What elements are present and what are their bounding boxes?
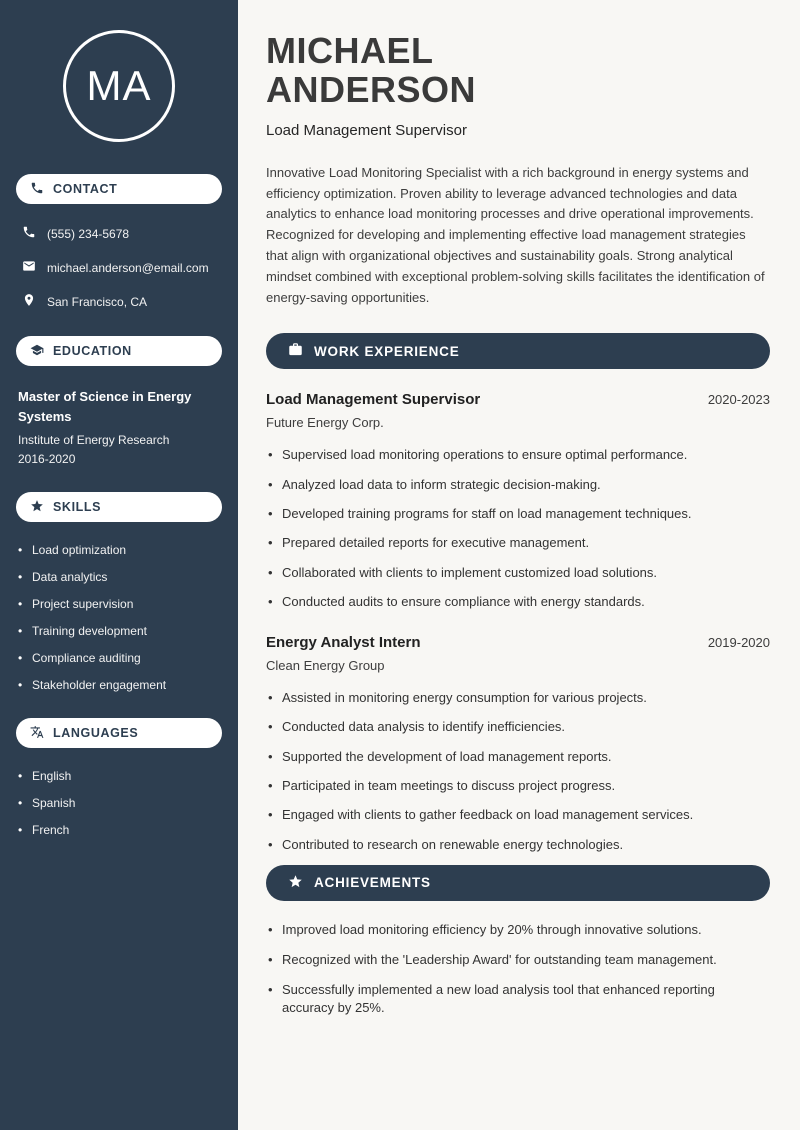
job-entry: [266, 391, 770, 612]
skills-list: [16, 543, 222, 692]
avatar: [63, 30, 175, 142]
education-header-label: EDUCATION: [53, 344, 132, 358]
job-bullet-list: [266, 689, 770, 855]
job-bullet: • Engaged with clients to gather feedback on load management services.: [266, 806, 770, 825]
job-bullet: • Participated in team meetings to discuss project progress.: [266, 777, 770, 796]
job-title: Load Management Supervisor: [266, 391, 481, 409]
job-bullet: • Contributed to research on renewable energy technologies.: [266, 836, 770, 855]
skills-section-header: [16, 492, 222, 522]
achievements-banner: [266, 865, 770, 901]
avatar-initials: MA: [86, 62, 152, 109]
education-section-header: [16, 336, 222, 366]
skill-item: • Load optimization: [18, 543, 222, 557]
job-bullet-list: [266, 446, 770, 612]
job-bullet: • Conducted audits to ensure compliance with energy standards.: [266, 593, 770, 612]
achievement-bullet: • Successfully implemented a new load analysis tool that enhanced reporting accuracy by 25%.: [266, 981, 770, 1019]
job-bullet: • Prepared detailed reports for executive management.: [266, 534, 770, 553]
job-company: Clean Energy Group: [266, 657, 385, 673]
languages-list: [16, 769, 222, 837]
job-company: Future Energy Corp.: [266, 415, 384, 431]
job-bullet: • Conducted data analysis to identify inefficiencies.: [266, 718, 770, 737]
contact-section: [16, 174, 222, 310]
languages-section-header: [16, 718, 222, 748]
job-dates: 2020-2023: [707, 392, 770, 408]
job-header: [266, 391, 770, 408]
contact-email-row: [22, 259, 222, 276]
job-dates: 2019-2020: [707, 634, 770, 650]
job-bullet: • Supervised load monitoring operations to ensure optimal performance.: [266, 446, 770, 465]
contact-email-text: michael.anderson@email.com: [47, 260, 209, 275]
achievement-bullet: • Improved load monitoring efficiency by 20% through innovative solutions.: [266, 921, 770, 940]
job-entry: [266, 634, 770, 855]
candidate-job-title: Load Management Supervisor: [266, 121, 467, 139]
languages-header-label: LANGUAGES: [53, 726, 139, 741]
skill-item: • Training development: [18, 624, 222, 638]
briefcase-icon: [288, 342, 303, 360]
skills-section: [16, 492, 222, 692]
contact-phone-text: (555) 234-5678: [47, 226, 130, 241]
candidate-name: [266, 32, 770, 110]
contact-location-text: San Francisco, CA: [47, 294, 148, 309]
job-bullet: • Developed training programs for staff on load management techniques.: [266, 505, 770, 524]
job-title: Energy Analyst Intern: [266, 633, 421, 651]
job-bullet: • Assisted in monitoring energy consumption for various projects.: [266, 689, 770, 708]
language-item: • Spanish: [18, 796, 222, 810]
phone-icon: [22, 225, 36, 242]
achievements-list: [266, 921, 770, 1018]
skills-header-label: SKILLS: [53, 500, 102, 515]
achievement-bullet: • Recognized with the 'Leadership Award' for outstanding team management.: [266, 951, 770, 970]
translate-icon: [30, 725, 44, 742]
sidebar: [0, 0, 238, 1130]
languages-section: [16, 718, 222, 837]
email-icon: [22, 259, 36, 276]
star-icon: [288, 874, 303, 892]
skill-item: • Project supervision: [18, 597, 222, 611]
work-experience-label: WORK EXPERIENCE: [314, 343, 460, 359]
skill-item: • Data analytics: [18, 570, 222, 584]
skill-item: • Compliance auditing: [18, 651, 222, 665]
job-header: [266, 634, 770, 651]
skill-item: • Stakeholder engagement: [18, 678, 222, 692]
star-icon: [30, 499, 44, 516]
contact-header-label: CONTACT: [53, 182, 118, 196]
location-pin-icon: [22, 293, 36, 310]
graduation-cap-icon: [30, 343, 44, 360]
language-item: • French: [18, 823, 222, 837]
avatar-container: [16, 30, 222, 142]
contact-location-row: [22, 293, 222, 310]
phone-icon: [30, 181, 44, 198]
contact-section-header: [16, 174, 222, 204]
job-bullet: • Collaborated with clients to implement customized load solutions.: [266, 564, 770, 583]
work-experience-banner: [266, 333, 770, 369]
education-school: Institute of Energy Research: [18, 433, 170, 448]
last-name: ANDERSON: [266, 68, 477, 110]
job-bullet: • Supported the development of load management reports.: [266, 748, 770, 767]
education-section: [16, 336, 222, 466]
professional-summary: Innovative Load Monitoring Specialist with a rich background in energy systems and efficiency optimization. Proven ability to leverage advanced technologies and data analytics to enhance load monitoring processes and drive operational improvements. Recognized for developing and implementing effective load management strategies that align with organizational objectives and sustainability goals. Strong analytical mindset combined with exceptional problem-solving skills facilitates the identification of energy-saving opportunities.: [266, 164, 765, 305]
education-years: 2016-2020: [18, 452, 76, 467]
job-bullet: • Analyzed load data to inform strategic decision-making.: [266, 476, 770, 495]
contact-phone-row: [22, 225, 222, 242]
main-content: [238, 0, 800, 1130]
education-degree: Master of Science in Energy Systems: [18, 389, 192, 425]
language-item: • English: [18, 769, 222, 783]
first-name: MICHAEL: [266, 30, 434, 71]
achievements-label: ACHIEVEMENTS: [314, 875, 431, 891]
